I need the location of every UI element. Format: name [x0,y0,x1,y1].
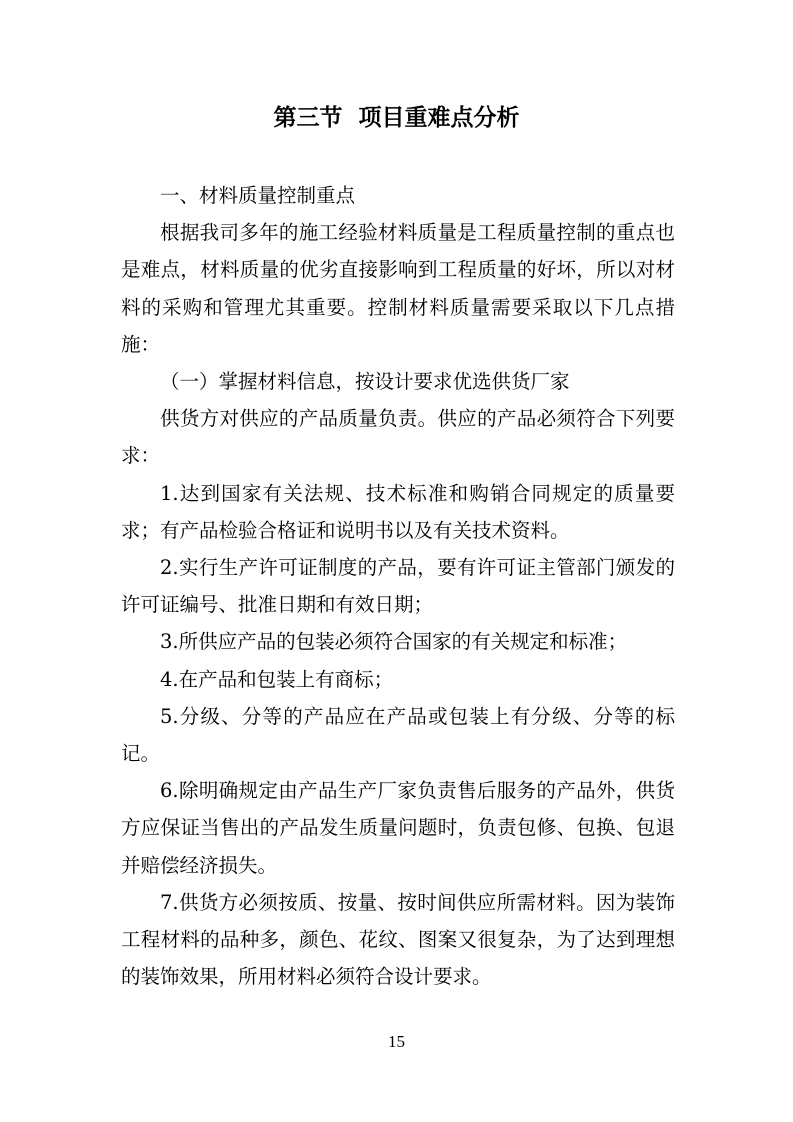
list-item-1: 1.达到国家有关法规、技术标准和购销合同规定的质量要求；有产品检验合格证和说明书以及有关技术资料。 [121,481,675,542]
list-item-4: 4.在产品和包装上有商标； [160,667,394,691]
body-text [121,177,675,995]
list-item-5: 5.分级、分等的产品应在产品或包装上有分级、分等的标记。 [121,704,675,766]
paragraph-intro: 根据我司多年的施工经验材料质量是工程质量控制的重点也是难点，材料质量的优劣直接影响到工程质量的好坏，所以对材料的采购和管理尤其重要。控制材料质量需要采取以下几点措施： [121,221,675,356]
page-number: 15 [388,1032,405,1051]
list-item-6: 6.除明确规定由产品生产厂家负责售后服务的产品外，供货方应保证当售出的产品发生质量问题时，负责包修、包换、包退并赔偿经济损失。 [121,779,675,877]
list-item-7: 7.供货方必须按质、按量、按时间供应所需材料。因为装饰工程材料的品种多，颜色、花纹、图案又很复杂，为了达到理想的装饰效果，所用材料必须符合设计要求。 [121,890,675,989]
subheading-supplier-selection: （一）掌握材料信息，按设计要求优选供货厂家 [160,370,570,394]
heading-material-quality: 一、材料质量控制重点 [160,184,356,207]
list-item-2: 2.实行生产许可证制度的产品，要有许可证主管部门颁发的许可证编号、批准日期和有效日期； [121,556,675,617]
paragraph-supplier-responsibility: 供货方对供应的产品质量负责。供应的产品必须符合下列要求： [121,407,675,468]
section-title: 第三节 项目重难点分析 [273,105,520,131]
list-item-3: 3.所供应产品的包装必须符合国家的有关规定和标准； [160,630,628,654]
